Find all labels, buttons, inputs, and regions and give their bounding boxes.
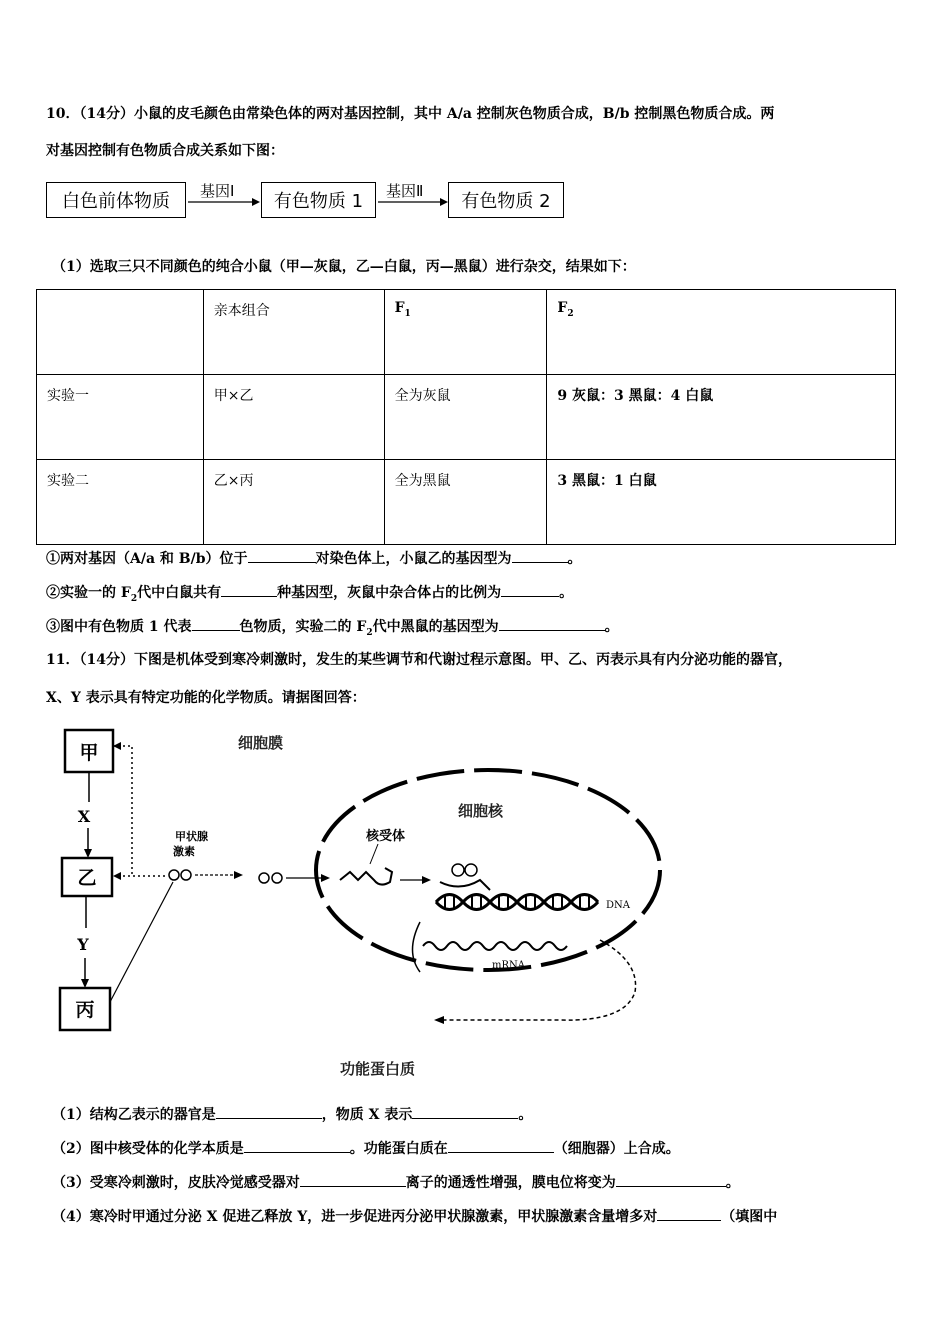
dna-label: DNA — [606, 900, 630, 911]
answer-blank[interactable] — [300, 1172, 406, 1187]
header-empty — [37, 290, 204, 375]
receptor-label: 核受体 — [366, 829, 406, 844]
row2-experiment: 实验二 — [37, 460, 204, 545]
hormone-label-line1: 甲状腺 — [175, 830, 208, 843]
mrna-strand — [423, 942, 567, 950]
answer-blank[interactable] — [501, 582, 559, 597]
q10-question1: ①两对基因（A/a 和 B/b）位于 对染色体上，小鼠乙的基因型为 。 — [46, 548, 906, 569]
answer-blank[interactable] — [221, 582, 277, 597]
row2-f2: 3 黑鼠：1 白鼠 — [547, 460, 896, 545]
q10-question3: ③图中有色物质 1 代表 色物质，实验二的 $F_2$代中黑鼠的基因型为 。 — [46, 616, 906, 643]
nucleus-envelope — [316, 770, 660, 970]
answer-blank[interactable] — [192, 616, 240, 631]
answer-blank[interactable] — [499, 616, 605, 631]
q11-answer4: （4）寒冷时甲通过分泌 X 促进乙释放 Y，进一步促进丙分泌甲状腺激素，甲状腺激素含量增多对 （填图中 — [52, 1206, 912, 1227]
organ-jia-label: 甲 — [79, 742, 99, 764]
row1-f2: 9 灰鼠：3 黑鼠：4 白鼠 — [547, 375, 896, 460]
flow-box-pigment1: 有色物质 1 — [261, 182, 376, 218]
header-f2: $F_2$ — [547, 290, 896, 375]
receptor-shape — [340, 868, 392, 885]
substance-y-label: Y — [77, 935, 89, 954]
q11-answer1: （1）结构乙表示的器官是 ，物质 X 表示 。 — [52, 1104, 912, 1125]
q11-answer2: （2）图中核受体的化学本质是 。功能蛋白质在 （细胞器）上合成。 — [52, 1138, 912, 1159]
table-header-row — [37, 290, 896, 375]
row2-f1: 全为黑鼠 — [384, 460, 547, 545]
q10-line1: 10．（14分）小鼠的皮毛颜色由常染色体的两对基因控制，其中 A/a 控制灰色物质合成，B/b 控制黑色物质合成。两 — [46, 106, 775, 122]
q10-line2: 对基因控制有色物质合成关系如下图： — [46, 143, 284, 159]
substance-x-label: X — [77, 807, 91, 826]
flow-label-gene2: 基因Ⅱ — [386, 182, 424, 200]
answer-blank[interactable] — [616, 1172, 726, 1187]
header-parents: 亲本组合 — [203, 290, 384, 375]
flow-arrow-2 — [376, 190, 450, 210]
row1-f1: 全为灰鼠 — [384, 375, 547, 460]
row1-parents: 甲×乙 — [203, 375, 384, 460]
organ-bing-label: 丙 — [75, 999, 95, 1021]
flow-box-white-precursor: 白色前体物质 — [46, 182, 186, 218]
flow-arrow-1 — [186, 190, 262, 210]
cross-results-table — [36, 289, 896, 545]
row2-parents: 乙×丙 — [203, 460, 384, 545]
answer-blank[interactable] — [248, 548, 316, 563]
q10-sub1: （1）选取三只不同颜色的纯合小鼠（甲—灰鼠，乙—白鼠，丙—黑鼠）进行杂交，结果如下： — [52, 259, 636, 275]
answer-blank[interactable] — [412, 1104, 518, 1119]
q11-line1: 11．（14分）下图是机体受到寒冷刺激时，发生的某些调节和代谢过程示意图。甲、乙、丙表示具有内分泌功能的器官， — [46, 652, 792, 668]
flow-label-gene1: 基因Ⅰ — [200, 182, 235, 200]
answer-blank[interactable] — [657, 1206, 721, 1221]
functional-protein-label: 功能蛋白质 — [340, 1060, 416, 1078]
row1-experiment: 实验一 — [37, 375, 204, 460]
organ-yi-label: 乙 — [77, 867, 97, 889]
header-f1: $F_1$ — [384, 290, 547, 375]
answer-blank[interactable] — [448, 1138, 554, 1153]
q11-line2: X、Y 表示具有特定功能的化学物质。请据图回答： — [46, 690, 366, 706]
table-row — [37, 375, 896, 460]
q11-answer3: （3）受寒冷刺激时，皮肤冷觉感受器对 离子的通透性增强，膜电位将变为 。 — [52, 1172, 912, 1193]
table-row — [37, 460, 896, 545]
cell-membrane-label: 细胞膜 — [238, 734, 284, 752]
answer-blank[interactable] — [244, 1138, 350, 1153]
q10-question2: ②实验一的 $F_2$代中白鼠共有 种基因型，灰鼠中杂合体占的比例为 。 — [46, 582, 906, 609]
nucleus-label: 细胞核 — [458, 802, 504, 820]
flow-box-pigment2: 有色物质 2 — [448, 182, 564, 218]
answer-blank[interactable] — [216, 1104, 322, 1119]
thermoregulation-diagram — [40, 722, 680, 1092]
answer-blank[interactable] — [512, 548, 568, 563]
mrna-label: mRNA — [492, 960, 525, 971]
hormone-label-line2: 激素 — [173, 845, 195, 858]
